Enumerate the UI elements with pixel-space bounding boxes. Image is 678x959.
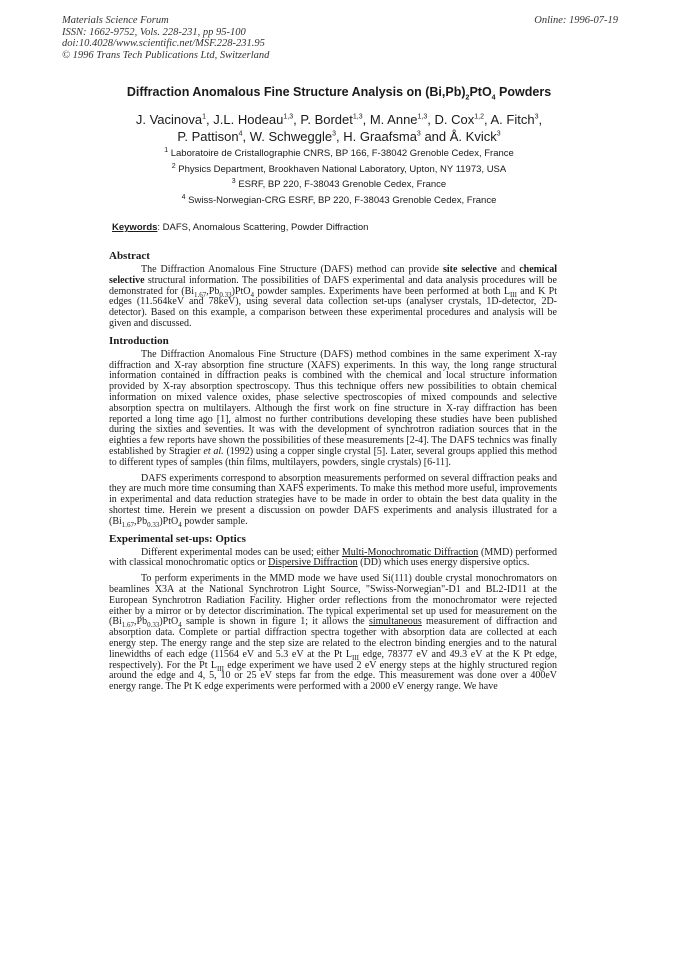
author: J. Vacinova$^1$, <box>135 112 214 127</box>
paper-body <box>109 250 557 698</box>
keywords-label: Keywords <box>112 222 158 233</box>
doi-line: doi:10.4028/www.scientific.net/MSF.228-231.95 <box>62 38 265 49</box>
affiliation-1: $^1$ Laboratoire de Cristallographie CNRS, BP 166, F-38042 Grenoble Cedex, France <box>164 146 514 159</box>
keywords-text: : DAFS, Anomalous Scattering, Powder Diffraction <box>157 222 369 233</box>
author: Å. Kvick$^3$ <box>449 129 501 144</box>
author-line-2 <box>0 128 678 145</box>
author: J.L. Hodeau$^{1,3}$, <box>213 112 301 127</box>
introduction-paragraph-1: The Diffraction Anomalous Fine Structure (DAFS) method combines in the same experiment X-ray diffraction and X-ray absorption fine structure (XAFS) experiments. In this way, the long range structural information contained in diffraction peaks is combined with the chemical and local structure information provided by X-ray absorption spectroscopy. Thus this technique offers new possibilities to obtain chemical information on mixed valence oxides, phase selective spectroscopies of mixed compounds and selective absorption spectra on multilayers. Although the first work on fine structure in X-ray diffraction has been reported a long time ago [1], almost no further contributions developing these studies have been published during the sixties and seventies. It was with the development of synchrotron radiation sources that in the eighties a few reports have shown the possibilities of these measurements [2-4]. The DAFS technics was finally established by Stragier et al. (1992) using a copper single crystal [5]. Later, several groups applied this method to different types of samples (thin films, multilayers, powders, single crystals) [6-11]. <box>109 348 557 468</box>
author: D. Cox$^{1,2}$, <box>434 112 491 127</box>
introduction-section <box>109 335 557 528</box>
keywords <box>112 222 368 233</box>
abstract-heading: Abstract <box>109 250 150 262</box>
optics-paragraph-2: To perform experiments in the MMD mode we have used Si(111) double crystal monochromators on beamlines X3A at the National Synchrotron Light Source, "Swiss-Norwegian"-D1 and BL2-ID11 at the European Synchrotron Radiation Facility. Higher order reflections from the monochromator were rejected either by a mirror or by detector discrimination. The typical experimental set up used for measurement on the $(Bi_{1.67},Pb_{0.33})PtO_4$ sample is shown in figure 1; it allows the simultaneous measurement of diffraction and absorption data. Complete or partial diffraction spectra together with absorption data are collected at each energy step. The energy range and the step size are related to the electron binding energies and to the natural linewidths of each edge (11564 eV and 5.3 eV at the Pt $L_{III}$ edge, 78377 eV and 49.3 eV at the K Pt edge, respectively). For the Pt $L_{III}$ edge experiment we have used 2 eV energy steps at the highly structured region around the edge and 4, 5, 10 or 25 eV steps far from the edge. This measurement was done over a 400eV energy range. The Pt K edge experiments were performed with a 2000 eV energy range. We have <box>109 573 557 693</box>
abstract-paragraph: The Diffraction Anomalous Fine Structure (DAFS) method can provide site selective and chemical selective structural information. The possibilities of DAFS experimental and data analysis procedures will be demonstrated for $(Bi_{1.67},Pb_{0.33})PtO_4$ powder samples. Experiments have been performed at both $L_{III}$ and K Pt edges (11.564keV and 78keV), using several data collection set-ups (analyser crystals, 1D-detector, 2D-detector). Based on this example, a comparison between these experimental procedures and analysis will be given and discussed. <box>109 264 557 329</box>
paper-title: Diffraction Anomalous Fine Structure Analysis on $(Bi,Pb)_2PtO_4$ Powders <box>126 85 552 102</box>
author: P. Pattison$^4$, <box>177 129 250 144</box>
author: A. Fitch$^3$, <box>490 112 543 127</box>
optics-paragraph-1: Different experimental modes can be used; either Multi-Monochromatic Diffraction (MMD) performed with classical monochromatic optics or Dispersive Diffraction (DD) which uses energy dispersive optics. <box>109 546 558 569</box>
copyright-line: © 1996 Trans Tech Publications Ltd, Switzerland <box>62 49 270 61</box>
introduction-heading: Introduction <box>109 334 169 347</box>
author: M. Anne$^{1,3}$, <box>369 112 435 127</box>
abstract-section <box>109 250 557 330</box>
affiliation-2: $^2$ Physics Department, Brookhaven National Laboratory, Upton, NY 11973, USA <box>171 162 507 175</box>
author: H. Graafsma$^3$ and <box>343 129 450 144</box>
author-list <box>0 111 678 145</box>
online-date: Online: 1996-07-19 <box>534 15 618 26</box>
author: W. Schweggle$^3$, <box>249 129 344 144</box>
affiliation-4: $^4$ Swiss-Norwegian-CRG ESRF, BP 220, F-38043 Grenoble Cedex, France <box>181 193 497 206</box>
introduction-paragraph-2: DAFS experiments correspond to absorption measurements performed on several diffraction peaks and they are much more time consuming than XAFS experiments. To make this method more useful, improvements in experimental and data reduction strategies have to be made in order to obtain the best data quality in the shortest time. Herein we present a discussion on powder DAFS experiments and analysis illustrated for a $(Bi_{1.67},Pb_{0.33})PtO_4$ powder sample. <box>109 472 557 529</box>
affiliation-3: $^3$ ESRF, BP 220, F-38043 Grenoble Cedex, France <box>231 177 447 190</box>
optics-section <box>109 533 557 693</box>
author-line-1 <box>0 111 678 128</box>
journal-header <box>62 15 269 61</box>
affiliation-list <box>0 146 678 208</box>
journal-name: Materials Science Forum <box>62 15 169 26</box>
issn-line: ISSN: 1662-9752, Vols. 228-231, pp 95-100 <box>62 26 246 38</box>
author: P. Bordet$^{1,3}$, <box>300 112 370 127</box>
optics-heading: Experimental set-ups: Optics <box>109 532 246 545</box>
